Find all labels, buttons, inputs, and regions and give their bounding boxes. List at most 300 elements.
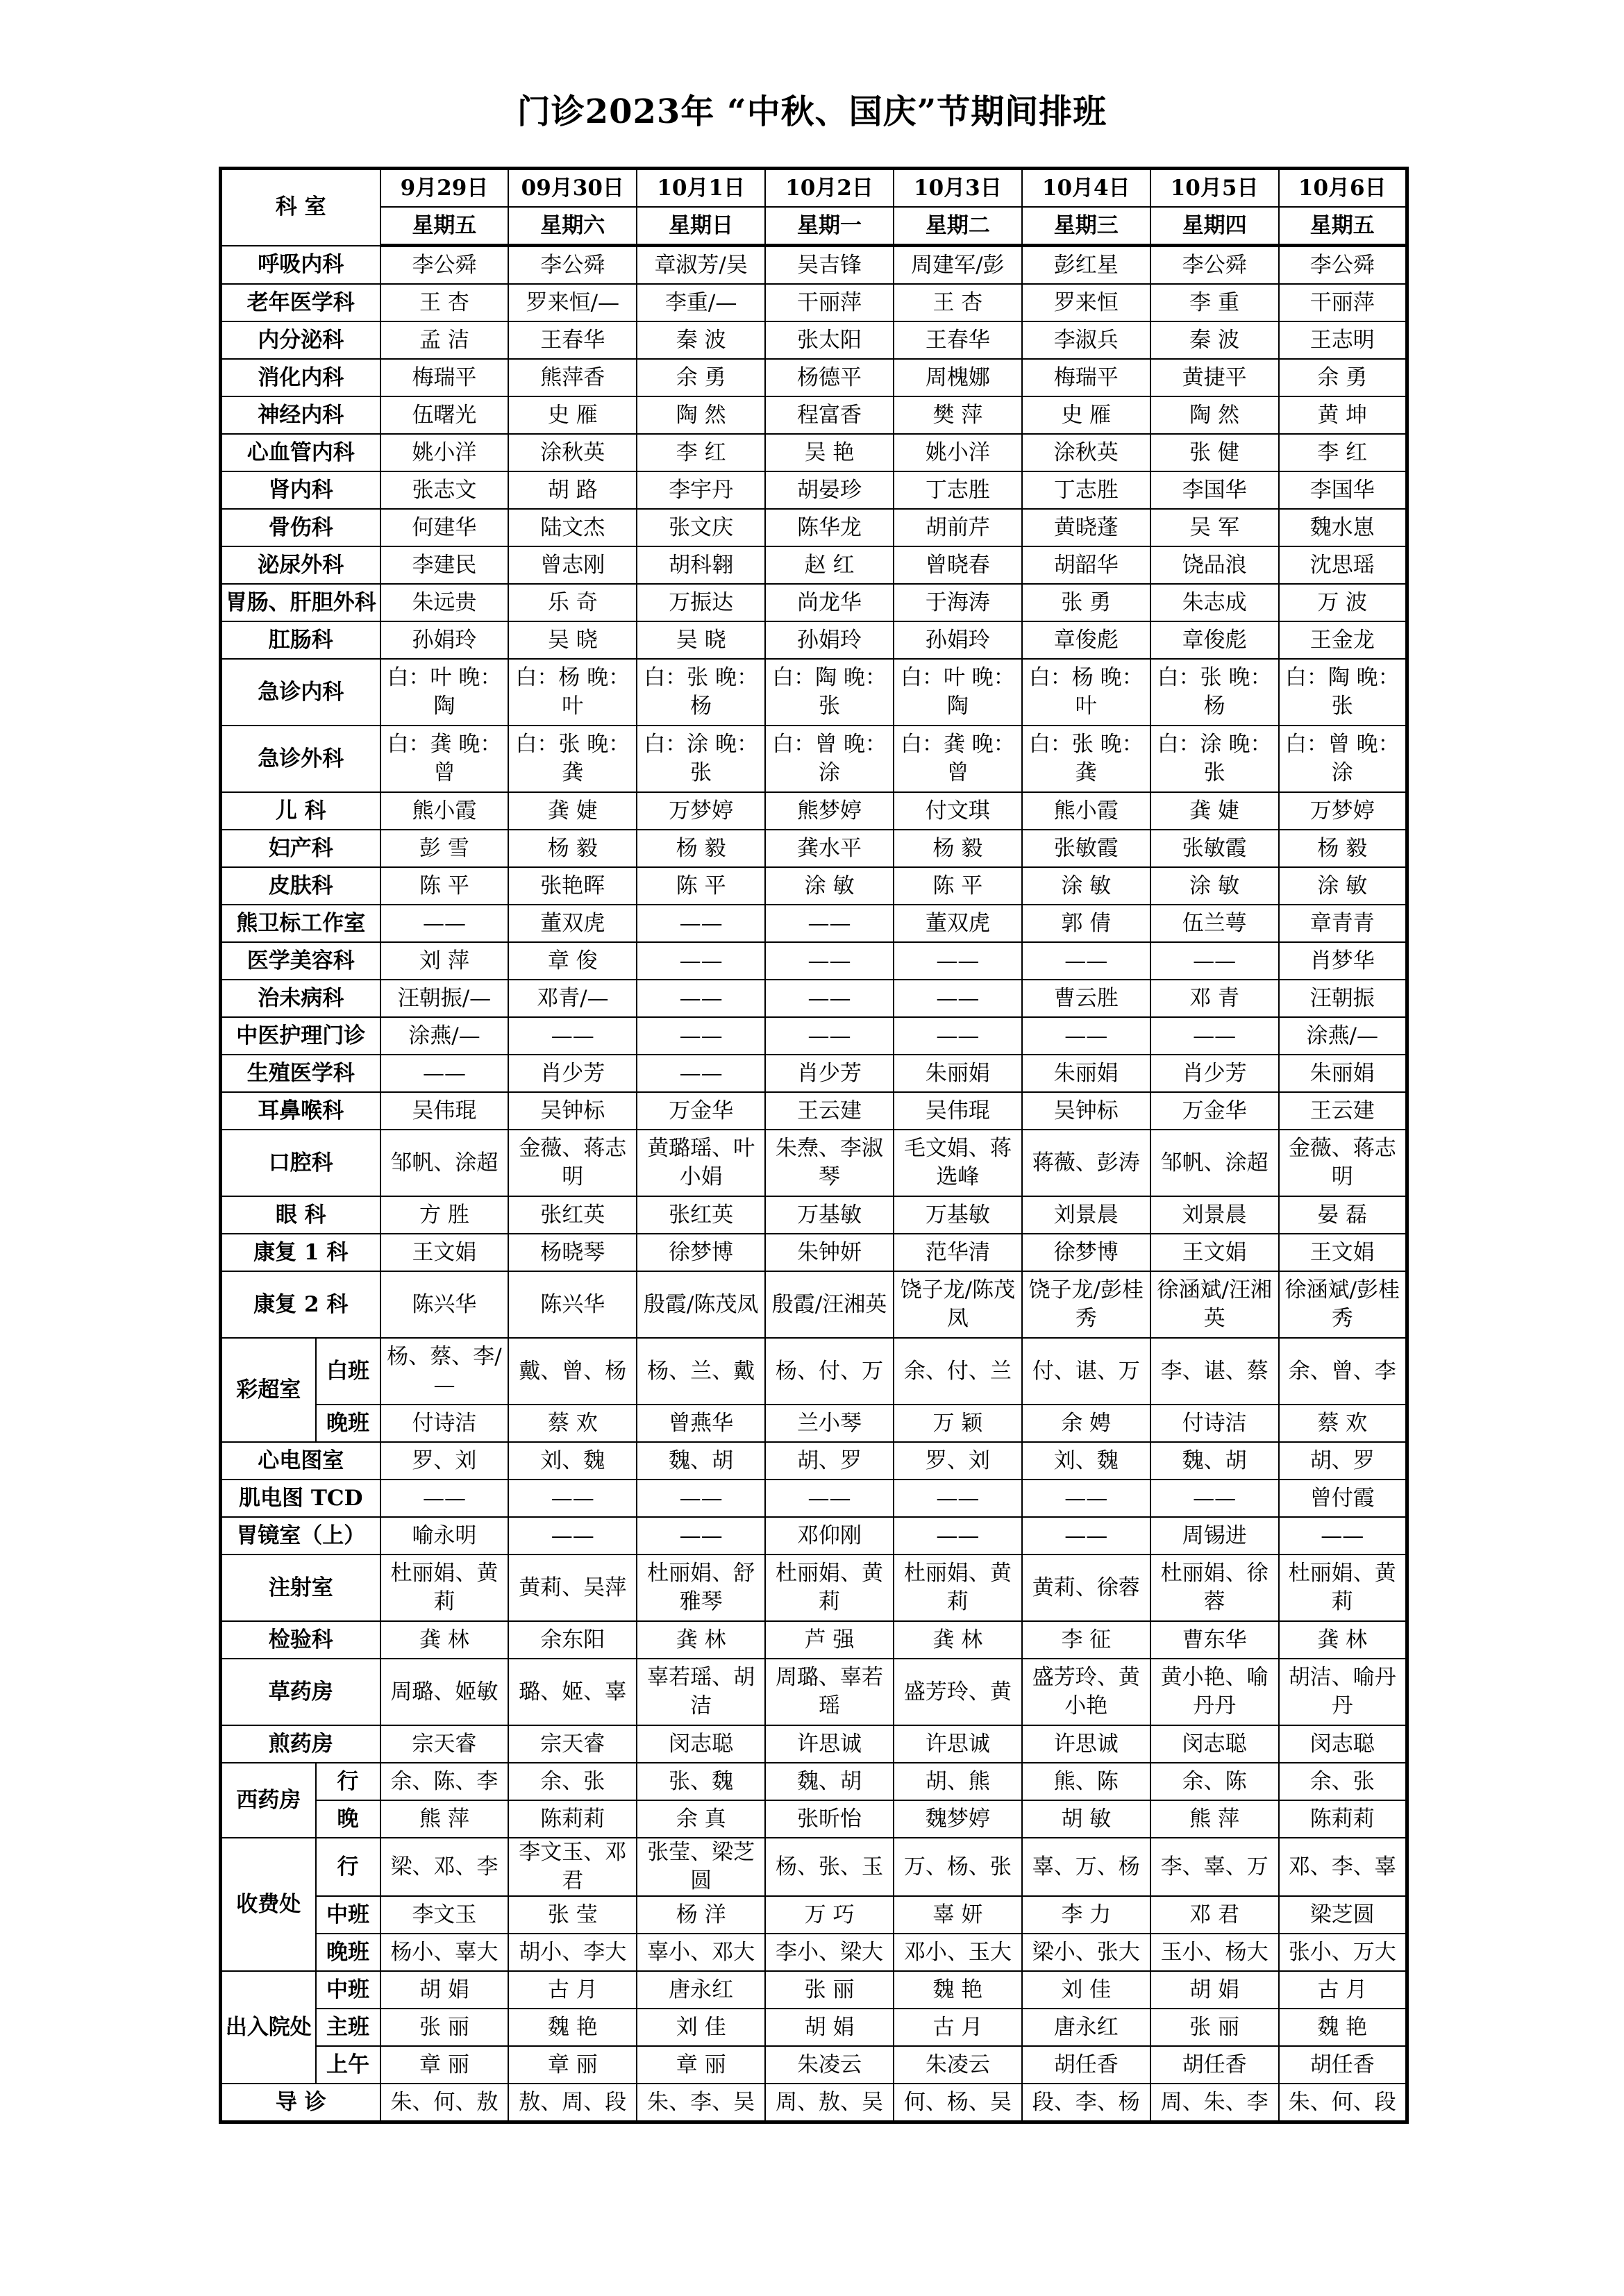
- schedule-cell: 吴 晓: [637, 621, 765, 659]
- schedule-cell: 龚 婕: [1150, 792, 1279, 830]
- schedule-cell: 张 勇: [1022, 584, 1150, 621]
- schedule-cell: 龚 林: [637, 1621, 765, 1659]
- schedule-cell: 余、付、兰: [894, 1338, 1022, 1405]
- schedule-cell: 陈 平: [894, 867, 1022, 905]
- dept-name: 生殖医学科: [221, 1055, 380, 1092]
- schedule-cell: 余、张: [1279, 1763, 1407, 1800]
- table-row: [221, 1934, 1407, 1971]
- schedule-cell: 李国华: [1150, 471, 1279, 509]
- shift-label: 晚班: [316, 1934, 380, 1971]
- schedule-cell: 杨小、辜大: [380, 1934, 509, 1971]
- schedule-cell: 曾晓春: [894, 546, 1022, 584]
- table-row: [221, 1405, 1407, 1442]
- date-header: 10月5日: [1150, 169, 1279, 208]
- schedule-cell: 余 勇: [1279, 359, 1407, 396]
- schedule-cell: 尚龙华: [765, 584, 894, 621]
- schedule-cell: 胡科翱: [637, 546, 765, 584]
- schedule-cell: 梁芝圆: [1279, 1896, 1407, 1934]
- table-row: [221, 1271, 1407, 1338]
- schedule-cell: 付文琪: [894, 792, 1022, 830]
- schedule-cell: 黄璐瑶、叶小娟: [637, 1130, 765, 1196]
- dept-name: 内分泌科: [221, 321, 380, 359]
- dept-header: 科 室: [221, 169, 380, 246]
- dept-name: 呼吸内科: [221, 246, 380, 285]
- schedule-cell: 杜丽娟、黄莉: [1279, 1555, 1407, 1621]
- dept-name: 心血管内科: [221, 434, 380, 471]
- schedule-cell: 万 巧: [765, 1896, 894, 1934]
- schedule-cell: 朱凌云: [894, 2046, 1022, 2084]
- schedule-cell: 刘景晨: [1022, 1196, 1150, 1234]
- dept-name: 注射室: [221, 1555, 380, 1621]
- schedule-cell: 古 月: [508, 1971, 637, 2009]
- schedule-cell: 伍曙光: [380, 396, 509, 434]
- schedule-cell: 曾志刚: [508, 546, 637, 584]
- schedule-cell: 刘 佳: [1022, 1971, 1150, 2009]
- schedule-cell: 章俊彪: [1022, 621, 1150, 659]
- schedule-cell: 胡任香: [1279, 2046, 1407, 2084]
- schedule-cell: 王志明: [1279, 321, 1407, 359]
- shift-label: 上午: [316, 2046, 380, 2084]
- date-header: 10月1日: [637, 169, 765, 208]
- schedule-cell: 罗、刘: [380, 1442, 509, 1480]
- schedule-cell: ——: [765, 1480, 894, 1517]
- schedule-cell: 李、谌、蔡: [1150, 1338, 1279, 1405]
- schedule-cell: ——: [765, 905, 894, 942]
- schedule-cell: 龚 婕: [508, 792, 637, 830]
- weekday-header: 星期六: [508, 207, 637, 246]
- table-row: [221, 546, 1407, 584]
- schedule-cell: 邓青/—: [508, 980, 637, 1017]
- schedule-cell: 黄 坤: [1279, 396, 1407, 434]
- schedule-cell: 万梦婷: [637, 792, 765, 830]
- table-row: [221, 726, 1407, 792]
- table-row: [221, 1621, 1407, 1659]
- schedule-cell: 熊 萍: [380, 1800, 509, 1838]
- schedule-cell: 罗、刘: [894, 1442, 1022, 1480]
- schedule-cell: 万 颖: [894, 1405, 1022, 1442]
- schedule-cell: 万、杨、张: [894, 1838, 1022, 1896]
- schedule-cell: 李公舜: [380, 246, 509, 285]
- schedule-table: [219, 167, 1409, 2124]
- schedule-cell: 周、敖、吴: [765, 2084, 894, 2122]
- schedule-cell: 杨晓琴: [508, 1234, 637, 1271]
- schedule-cell: 张敏霞: [1022, 830, 1150, 867]
- schedule-cell: ——: [637, 905, 765, 942]
- schedule-cell: 徐涵斌/彭桂秀: [1279, 1271, 1407, 1338]
- dept-name: 煎药房: [221, 1725, 380, 1763]
- table-row: [221, 584, 1407, 621]
- schedule-cell: 蒋薇、彭涛: [1022, 1130, 1150, 1196]
- schedule-cell: 蔡 欢: [508, 1405, 637, 1442]
- schedule-cell: 李公舜: [1150, 246, 1279, 285]
- schedule-cell: 毛文娟、蒋选峰: [894, 1130, 1022, 1196]
- table-row: [221, 942, 1407, 980]
- schedule-cell: 徐涵斌/汪湘英: [1150, 1271, 1279, 1338]
- table-row: [221, 2009, 1407, 2046]
- schedule-cell: 辜若瑶、胡洁: [637, 1659, 765, 1725]
- schedule-cell: 朱、何、段: [1279, 2084, 1407, 2122]
- schedule-cell: 殷霞/陈茂凤: [637, 1271, 765, 1338]
- schedule-cell: 李 征: [1022, 1621, 1150, 1659]
- schedule-cell: 殷霞/汪湘英: [765, 1271, 894, 1338]
- schedule-cell: 朱、李、吴: [637, 2084, 765, 2122]
- schedule-cell: 辜小、邓大: [637, 1934, 765, 1971]
- schedule-cell: 熊、陈: [1022, 1763, 1150, 1800]
- table-row: [221, 621, 1407, 659]
- schedule-cell: 辜、万、杨: [1022, 1838, 1150, 1896]
- schedule-cell: 章 俊: [508, 942, 637, 980]
- schedule-cell: 余 勇: [637, 359, 765, 396]
- schedule-cell: 张 莹: [508, 1896, 637, 1934]
- schedule-cell: 彭 雪: [380, 830, 509, 867]
- weekday-header: 星期三: [1022, 207, 1150, 246]
- schedule-cell: 吴钟标: [508, 1092, 637, 1130]
- dept-name: 口腔科: [221, 1130, 380, 1196]
- schedule-cell: ——: [637, 942, 765, 980]
- schedule-cell: 张 健: [1150, 434, 1279, 471]
- schedule-cell: 赵 红: [765, 546, 894, 584]
- schedule-cell: 陆文杰: [508, 509, 637, 546]
- schedule-cell: 白：陶 晚：张: [765, 659, 894, 726]
- schedule-cell: 秦 波: [637, 321, 765, 359]
- schedule-cell: 杨 洋: [637, 1896, 765, 1934]
- schedule-cell: ——: [765, 980, 894, 1017]
- schedule-cell: 邹帆、涂超: [1150, 1130, 1279, 1196]
- schedule-cell: 白：涂 晚：张: [637, 726, 765, 792]
- schedule-cell: 朱凌云: [765, 2046, 894, 2084]
- table-row: [221, 1763, 1407, 1800]
- schedule-cell: 白：张 晚：龚: [1022, 726, 1150, 792]
- schedule-cell: 肖梦华: [1279, 942, 1407, 980]
- schedule-cell: 陈兴华: [508, 1271, 637, 1338]
- schedule-cell: 蔡 欢: [1279, 1405, 1407, 1442]
- schedule-cell: 吴伟琨: [380, 1092, 509, 1130]
- schedule-cell: 张文庆: [637, 509, 765, 546]
- schedule-cell: 姚小洋: [894, 434, 1022, 471]
- table-row: [221, 1838, 1407, 1896]
- dept-name: 彩超室: [221, 1338, 316, 1442]
- schedule-cell: 白：张 晚：龚: [508, 726, 637, 792]
- schedule-cell: ——: [637, 1517, 765, 1555]
- schedule-cell: 胡、熊: [894, 1763, 1022, 1800]
- schedule-cell: 丁志胜: [894, 471, 1022, 509]
- schedule-cell: 张昕怡: [765, 1800, 894, 1838]
- schedule-cell: 兰小琴: [765, 1405, 894, 1442]
- dept-name: 妇产科: [221, 830, 380, 867]
- table-row: [221, 1442, 1407, 1480]
- schedule-cell: 周槐娜: [894, 359, 1022, 396]
- schedule-cell: ——: [765, 942, 894, 980]
- dept-name: 肛肠科: [221, 621, 380, 659]
- dept-name: 泌尿外科: [221, 546, 380, 584]
- table-row: [221, 509, 1407, 546]
- schedule-cell: 秦 波: [1150, 321, 1279, 359]
- schedule-cell: 朱丽娟: [1279, 1055, 1407, 1092]
- schedule-cell: 黄小艳、喻丹丹: [1150, 1659, 1279, 1725]
- shift-label: 白班: [316, 1338, 380, 1405]
- schedule-cell: 张莹、梁芝圆: [637, 1838, 765, 1896]
- table-row: [221, 1659, 1407, 1725]
- schedule-cell: 白：叶 晚：陶: [894, 659, 1022, 726]
- schedule-cell: 涂 敏: [1279, 867, 1407, 905]
- schedule-cell: 章 丽: [380, 2046, 509, 2084]
- weekday-header: 星期五: [1279, 207, 1407, 246]
- dept-name: 出入院处: [221, 1971, 316, 2084]
- schedule-cell: 辜 妍: [894, 1896, 1022, 1934]
- schedule-cell: 孟 洁: [380, 321, 509, 359]
- schedule-cell: 余、陈、李: [380, 1763, 509, 1800]
- weekday-header: 星期日: [637, 207, 765, 246]
- schedule-cell: 沈思瑶: [1279, 546, 1407, 584]
- dept-name: 老年医学科: [221, 284, 380, 321]
- schedule-cell: 孙娟玲: [894, 621, 1022, 659]
- dept-name: 耳鼻喉科: [221, 1092, 380, 1130]
- dept-name: 治未病科: [221, 980, 380, 1017]
- schedule-cell: 邹帆、涂超: [380, 1130, 509, 1196]
- schedule-cell: 陈兴华: [380, 1271, 509, 1338]
- schedule-cell: 杨、蔡、李/—: [380, 1338, 509, 1405]
- schedule-cell: 丁志胜: [1022, 471, 1150, 509]
- schedule-cell: 孙娟玲: [765, 621, 894, 659]
- weekday-header: 星期四: [1150, 207, 1279, 246]
- schedule-cell: 邓、李、辜: [1279, 1838, 1407, 1896]
- schedule-cell: 魏 艳: [894, 1971, 1022, 2009]
- schedule-cell: 黄晓蓬: [1022, 509, 1150, 546]
- schedule-cell: ——: [1150, 1017, 1279, 1055]
- schedule-cell: 戴、曾、杨: [508, 1338, 637, 1405]
- schedule-cell: 吴伟琨: [894, 1092, 1022, 1130]
- schedule-cell: 余、张: [508, 1763, 637, 1800]
- schedule-cell: 孙娟玲: [380, 621, 509, 659]
- schedule-cell: 闵志聪: [1150, 1725, 1279, 1763]
- schedule-cell: 李 红: [1279, 434, 1407, 471]
- schedule-cell: 杜丽娟、黄莉: [380, 1555, 509, 1621]
- schedule-cell: 万振达: [637, 584, 765, 621]
- schedule-cell: 白：叶 晚：陶: [380, 659, 509, 726]
- schedule-cell: 董双虎: [508, 905, 637, 942]
- schedule-cell: 李国华: [1279, 471, 1407, 509]
- schedule-cell: 魏、胡: [637, 1442, 765, 1480]
- schedule-cell: 杨 毅: [637, 830, 765, 867]
- schedule-cell: 周、朱、李: [1150, 2084, 1279, 2122]
- schedule-cell: 章 丽: [637, 2046, 765, 2084]
- schedule-cell: ——: [894, 1517, 1022, 1555]
- schedule-cell: 胡、罗: [1279, 1442, 1407, 1480]
- table-row: [221, 1196, 1407, 1234]
- schedule-cell: 胡洁、喻丹丹: [1279, 1659, 1407, 1725]
- schedule-cell: 罗来恒: [1022, 284, 1150, 321]
- date-header: 10月4日: [1022, 169, 1150, 208]
- table-row: [221, 1800, 1407, 1838]
- schedule-cell: 白：陶 晚：张: [1279, 659, 1407, 726]
- page-title: 门诊2023年 “中秋、国庆”节期间排班: [517, 92, 1107, 131]
- schedule-cell: 余东阳: [508, 1621, 637, 1659]
- schedule-cell: 陈 平: [637, 867, 765, 905]
- table-row: [221, 169, 1407, 208]
- table-row: [221, 1896, 1407, 1934]
- schedule-cell: 王 杏: [380, 284, 509, 321]
- dept-name: 心电图室: [221, 1442, 380, 1480]
- dept-name: 草药房: [221, 1659, 380, 1725]
- schedule-cell: 王文娟: [380, 1234, 509, 1271]
- schedule-cell: 龚 林: [1279, 1621, 1407, 1659]
- schedule-cell: 付诗洁: [380, 1405, 509, 1442]
- schedule-cell: 陈莉莉: [508, 1800, 637, 1838]
- schedule-cell: ——: [508, 1017, 637, 1055]
- schedule-cell: 王 杏: [894, 284, 1022, 321]
- table-row: [221, 867, 1407, 905]
- schedule-cell: 梁、邓、李: [380, 1838, 509, 1896]
- schedule-cell: 杜丽娟、徐蓉: [1150, 1555, 1279, 1621]
- schedule-cell: 范华清: [894, 1234, 1022, 1271]
- schedule-cell: 杨 毅: [1279, 830, 1407, 867]
- schedule-cell: 胡 敏: [1022, 1800, 1150, 1838]
- dept-name: 胃肠、肝胆外科: [221, 584, 380, 621]
- schedule-cell: 熊萍香: [508, 359, 637, 396]
- schedule-cell: 张小、万大: [1279, 1934, 1407, 1971]
- schedule-cell: 杨、张、玉: [765, 1838, 894, 1896]
- schedule-cell: 陈华龙: [765, 509, 894, 546]
- schedule-cell: 金薇、蒋志明: [508, 1130, 637, 1196]
- schedule-cell: 杨、付、万: [765, 1338, 894, 1405]
- schedule-cell: 干丽萍: [1279, 284, 1407, 321]
- schedule-cell: 李宇丹: [637, 471, 765, 509]
- table-row: [221, 434, 1407, 471]
- dept-name: 康复 2 科: [221, 1271, 380, 1338]
- schedule-cell: 白：张 晚：杨: [1150, 659, 1279, 726]
- schedule-cell: 伍兰萼: [1150, 905, 1279, 942]
- schedule-cell: 刘景晨: [1150, 1196, 1279, 1234]
- table-row: [221, 396, 1407, 434]
- schedule-cell: 白：曾 晚：涂: [1279, 726, 1407, 792]
- schedule-cell: 涂 敏: [1150, 867, 1279, 905]
- dept-name: 骨伤科: [221, 509, 380, 546]
- table-row: [221, 659, 1407, 726]
- schedule-cell: 邓仰刚: [765, 1517, 894, 1555]
- schedule-cell: 李建民: [380, 546, 509, 584]
- schedule-cell: 万金华: [1150, 1092, 1279, 1130]
- table-row: [221, 1555, 1407, 1621]
- schedule-cell: 熊小霞: [380, 792, 509, 830]
- table-row: [221, 321, 1407, 359]
- table-row: [221, 1517, 1407, 1555]
- schedule-cell: 涂 敏: [1022, 867, 1150, 905]
- schedule-cell: 史 雁: [1022, 396, 1150, 434]
- date-header: 09月30日: [508, 169, 637, 208]
- schedule-cell: 杨 毅: [894, 830, 1022, 867]
- schedule-cell: 魏水崽: [1279, 509, 1407, 546]
- schedule-cell: 朱丽娟: [894, 1055, 1022, 1092]
- schedule-cell: 李公舜: [1279, 246, 1407, 285]
- table-row: [221, 792, 1407, 830]
- schedule-cell: 古 月: [1279, 1971, 1407, 2009]
- schedule-cell: ——: [637, 1055, 765, 1092]
- schedule-cell: 吴钟标: [1022, 1092, 1150, 1130]
- schedule-cell: 朱远贵: [380, 584, 509, 621]
- schedule-cell: 陈莉莉: [1279, 1800, 1407, 1838]
- schedule-cell: 张太阳: [765, 321, 894, 359]
- dept-name: 导 诊: [221, 2084, 380, 2122]
- schedule-cell: 杨 毅: [508, 830, 637, 867]
- schedule-cell: 古 月: [894, 2009, 1022, 2046]
- dept-name: 皮肤科: [221, 867, 380, 905]
- table-row: [221, 471, 1407, 509]
- schedule-cell: 黄捷平: [1150, 359, 1279, 396]
- schedule-cell: ——: [508, 1480, 637, 1517]
- schedule-cell: ——: [1150, 1480, 1279, 1517]
- schedule-cell: 万金华: [637, 1092, 765, 1130]
- schedule-cell: 樊 萍: [894, 396, 1022, 434]
- schedule-cell: 李重/—: [637, 284, 765, 321]
- dept-name: 眼 科: [221, 1196, 380, 1234]
- schedule-cell: 涂秋英: [1022, 434, 1150, 471]
- schedule-cell: 白：张 晚：杨: [637, 659, 765, 726]
- schedule-cell: 饶子龙/陈茂凤: [894, 1271, 1022, 1338]
- schedule-cell: 肖少芳: [765, 1055, 894, 1092]
- schedule-cell: 张志文: [380, 471, 509, 509]
- schedule-cell: 龚 林: [894, 1621, 1022, 1659]
- schedule-cell: 李文玉、邓君: [508, 1838, 637, 1896]
- schedule-cell: 涂燕/—: [380, 1017, 509, 1055]
- date-header: 10月6日: [1279, 169, 1407, 208]
- schedule-cell: 姚小洋: [380, 434, 509, 471]
- schedule-cell: 万 波: [1279, 584, 1407, 621]
- schedule-cell: 吴 艳: [765, 434, 894, 471]
- schedule-cell: 许思诚: [1022, 1725, 1150, 1763]
- schedule-cell: 胡韶华: [1022, 546, 1150, 584]
- schedule-cell: 周璐、辜若瑶: [765, 1659, 894, 1725]
- schedule-cell: 张红英: [637, 1196, 765, 1234]
- shift-label: 中班: [316, 1896, 380, 1934]
- table-row: [221, 1234, 1407, 1271]
- table-row: [221, 359, 1407, 396]
- schedule-cell: 喻永明: [380, 1517, 509, 1555]
- table-row: [221, 284, 1407, 321]
- shift-label: 晚班: [316, 1405, 380, 1442]
- table-row: [221, 207, 1407, 246]
- schedule-cell: 胡、罗: [765, 1442, 894, 1480]
- schedule-cell: ——: [1022, 1517, 1150, 1555]
- schedule-cell: 胡 路: [508, 471, 637, 509]
- schedule-cell: 朱丽娟: [1022, 1055, 1150, 1092]
- schedule-cell: ——: [637, 1017, 765, 1055]
- schedule-cell: 方 胜: [380, 1196, 509, 1234]
- schedule-cell: 盛芳玲、黄小艳: [1022, 1659, 1150, 1725]
- table-row: [221, 1130, 1407, 1196]
- schedule-cell: 张、魏: [637, 1763, 765, 1800]
- schedule-cell: 白：杨 晚：叶: [508, 659, 637, 726]
- schedule-cell: 白：涂 晚：张: [1150, 726, 1279, 792]
- schedule-cell: 吴 军: [1150, 509, 1279, 546]
- schedule-cell: 李、辜、万: [1150, 1838, 1279, 1896]
- schedule-cell: 白：杨 晚：叶: [1022, 659, 1150, 726]
- dept-name: 消化内科: [221, 359, 380, 396]
- schedule-cell: 宗天睿: [380, 1725, 509, 1763]
- schedule-cell: 张 丽: [380, 2009, 509, 2046]
- schedule-cell: 白：龚 晚：曾: [380, 726, 509, 792]
- shift-label: 晚: [316, 1800, 380, 1838]
- schedule-cell: 刘 萍: [380, 942, 509, 980]
- schedule-cell: 李 红: [637, 434, 765, 471]
- table-row: [221, 980, 1407, 1017]
- schedule-cell: 唐永红: [1022, 2009, 1150, 2046]
- schedule-cell: 程富香: [765, 396, 894, 434]
- schedule-cell: 璐、姬、辜: [508, 1659, 637, 1725]
- schedule-cell: 黄莉、徐蓉: [1022, 1555, 1150, 1621]
- schedule-cell: 肖少芳: [508, 1055, 637, 1092]
- schedule-cell: 白：曾 晚：涂: [765, 726, 894, 792]
- schedule-cell: 金薇、蒋志明: [1279, 1130, 1407, 1196]
